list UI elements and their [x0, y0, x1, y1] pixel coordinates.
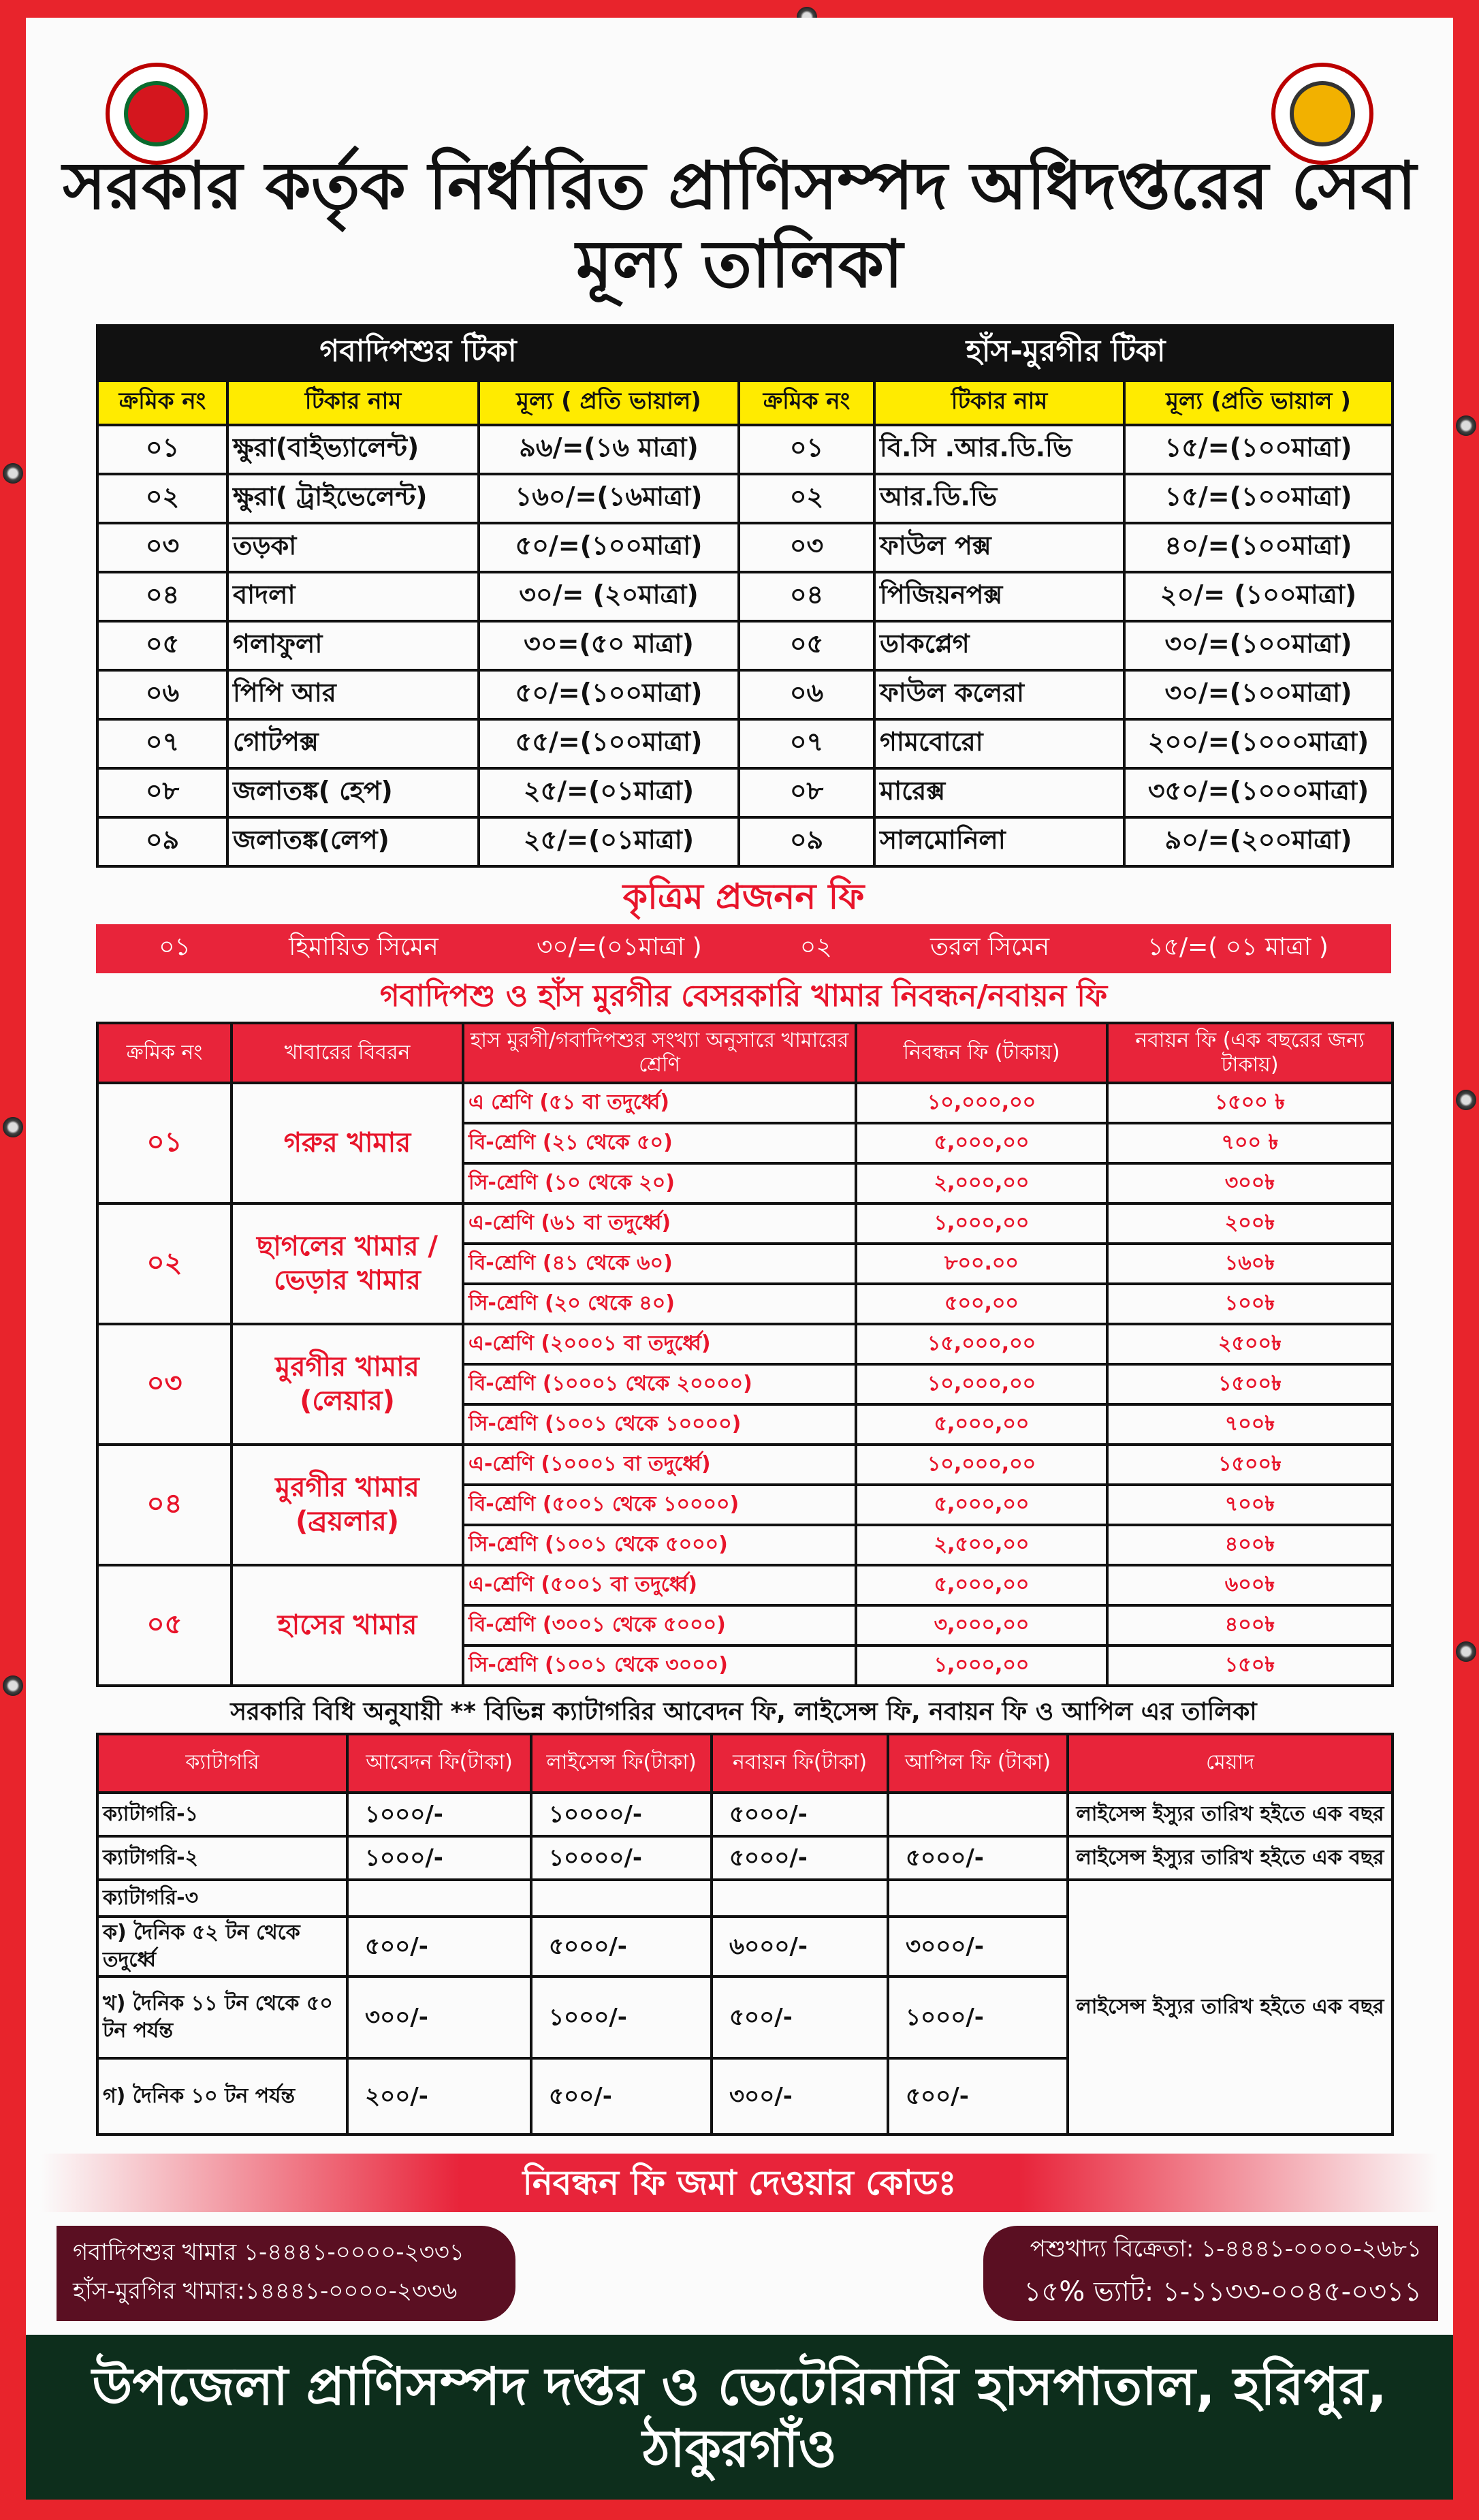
- registration-fee: ৩,০০০,০০: [856, 1605, 1107, 1645]
- appeal-fee: ১০০০/-: [888, 1976, 1068, 2058]
- table-row: [97, 1793, 1393, 1836]
- column-header: মেয়াদ: [1068, 1734, 1393, 1793]
- vaccine-name: বি.সি .আর.ডি.ভি: [874, 425, 1124, 474]
- farm-category: বি-শ্রেণি (৫০০১ থেকে ১০০০০): [463, 1485, 856, 1525]
- column-header: হাস মুরগী/গবাদিপশুর সংখ্যা অনুসারে খামারের শ্রেণি: [463, 1023, 856, 1083]
- table-row: [97, 523, 1393, 572]
- fee-table-title: সরকারি বিধি অনুযায়ী ** বিভিন্ন ক্যাটাগরির আবেদন ফি, লাইসেন্স ফি, নবায়ন ফি ও আপিল এর তালিকা: [230, 1697, 1257, 1726]
- price: ২৫/=(০১মাত্রা): [479, 817, 739, 866]
- category: গ) দৈনিক ১০ টন পর্যন্ত: [97, 2058, 347, 2135]
- vaccine-name: আর.ডি.ভি: [874, 474, 1124, 523]
- renewal-fee: ৫০০০/-: [712, 1793, 888, 1836]
- license-fee: ৫০০০/-: [531, 1917, 712, 1976]
- grommet: [3, 463, 23, 484]
- column-header: টিকার নাম: [874, 381, 1124, 425]
- registration-fee: ১০,০০০,০০: [856, 1445, 1107, 1485]
- price: ১৫/=(১০০মাত্রা): [1124, 425, 1393, 474]
- column-header: মূল্য (প্রতি ভায়াল ): [1124, 381, 1393, 425]
- table-row: [97, 1324, 1393, 1364]
- serial: ০৩: [739, 523, 874, 572]
- appeal-fee: [888, 1880, 1068, 1917]
- registration-fee: ৫০০,০০: [856, 1284, 1107, 1324]
- column-header: আপিল ফি (টাকা): [888, 1734, 1068, 1793]
- column-header: ক্রমিক নং: [97, 381, 227, 425]
- column-header: নবায়ন ফি(টাকা): [712, 1734, 888, 1793]
- registration-fee: ৫,০০০,০০: [856, 1123, 1107, 1163]
- ai-price: ১৫/=( ০১ মাত্রা ): [1147, 932, 1329, 961]
- serial: ০৭: [97, 719, 227, 768]
- price: ৪০/=(১০০মাত্রা): [1124, 523, 1393, 572]
- category: ক্যাটাগরি-১: [97, 1793, 347, 1836]
- code-line: হাঁস-মুরগির খামার:১৪৪৪১-০০০০-২৩৩৬: [73, 2277, 458, 2305]
- category: ক্যাটাগরি-২: [97, 1836, 347, 1880]
- vaccine-table: [96, 324, 1394, 868]
- renewal-fee: ১৫০০৳: [1107, 1364, 1393, 1404]
- appeal-fee: ৩০০০/-: [888, 1917, 1068, 1976]
- grommet: [3, 1675, 23, 1696]
- renewal-fee: ৬০০৳: [1107, 1565, 1393, 1605]
- farm-category: সি-শ্রেণি (১০০১ থেকে ৫০০০): [463, 1525, 856, 1565]
- serial: ০৬: [739, 670, 874, 719]
- registration-fee: ১,০০০,০০: [856, 1645, 1107, 1686]
- license-fee: ১০০০০/-: [531, 1836, 712, 1880]
- renewal-fee: ৭০০৳: [1107, 1404, 1393, 1445]
- column-header: লাইসেন্স ফি(টাকা): [531, 1734, 712, 1793]
- column-header: ক্রমিক নং: [739, 381, 874, 425]
- serial: ০৬: [97, 670, 227, 719]
- farm-category: এ-শ্রেণি (২০০০১ বা তদুর্ধ্বে): [463, 1324, 856, 1364]
- ai-serial: ০২: [799, 932, 832, 961]
- price: ১৫/=(১০০মাত্রা): [1124, 474, 1393, 523]
- price: ৯০/=(২০০মাত্রা): [1124, 817, 1393, 866]
- vaccine-name: গোটপক্স: [227, 719, 479, 768]
- footer-office-name: উপজেলা প্রাণিসম্পদ দপ্তর ও ভেটেরিনারি হাসপাতাল, হরিপুর, ঠাকুরগাঁও: [26, 2335, 1453, 2500]
- application-fee: ১০০০/-: [347, 1793, 531, 1836]
- price: ২০০/=(১০০০মাত্রা): [1124, 719, 1393, 768]
- price: ৩০=(৫০ মাত্রা): [479, 621, 739, 670]
- table-row: [97, 425, 1393, 474]
- price: ৫৫/=(১০০মাত্রা): [479, 719, 739, 768]
- column-header: ক্যাটাগরি: [97, 1734, 347, 1793]
- appeal-fee: ৫০০/-: [888, 2058, 1068, 2135]
- table-row: [97, 1203, 1393, 1244]
- price: ৩০/=(১০০মাত্রা): [1124, 670, 1393, 719]
- vaccine-name: পিপি আর: [227, 670, 479, 719]
- renewal-fee: ১৫০০ ৳: [1107, 1083, 1393, 1123]
- renewal-fee: ১০০৳: [1107, 1284, 1393, 1324]
- table-row: [97, 572, 1393, 621]
- table-row: [97, 1083, 1393, 1123]
- validity: লাইসেন্স ইস্যুর তারিখ হইতে এক বছর: [1068, 1836, 1393, 1880]
- license-fee: ৫০০/-: [531, 2058, 712, 2135]
- fee-table: [96, 1733, 1394, 2136]
- column-header: টিকার নাম: [227, 381, 479, 425]
- farm-category: এ-শ্রেণি (৫০০১ বা তদুর্ধ্বে): [463, 1565, 856, 1605]
- farm-category: বি-শ্রেণি (৪১ থেকে ৬০): [463, 1244, 856, 1284]
- application-fee: ৩০০/-: [347, 1976, 531, 2058]
- serial: ০৩: [97, 1324, 232, 1445]
- grommet: [3, 1117, 23, 1137]
- renewal-fee: ৫০০/-: [712, 1976, 888, 2058]
- renewal-fee: ১৫০০৳: [1107, 1445, 1393, 1485]
- category: ক্যাটাগরি-৩: [97, 1880, 347, 1917]
- column-header: নিবন্ধন ফি (টাকায়): [856, 1023, 1107, 1083]
- ai-name: হিমায়িত সিমেন: [289, 932, 439, 961]
- artificial-insemination-title: কৃত্রিম প্রজনন ফি: [622, 877, 865, 918]
- payment-code-title: নিবন্ধন ফি জমা দেওয়ার কোডঃ: [41, 2154, 1438, 2212]
- serial: ০৫: [739, 621, 874, 670]
- serial: ০৪: [97, 572, 227, 621]
- price: ৩০/= (২০মাত্রা): [479, 572, 739, 621]
- farm-category: সি-শ্রেণি (১০০১ থেকে ১০০০০): [463, 1404, 856, 1445]
- application-fee: ২০০/-: [347, 2058, 531, 2135]
- farm-category: এ-শ্রেণি (১০০০১ বা তদুর্ধ্বে): [463, 1445, 856, 1485]
- table-row: [97, 719, 1393, 768]
- serial: ০১: [739, 425, 874, 474]
- registration-fee: ৫,০০০,০০: [856, 1485, 1107, 1525]
- registration-fee: ৫,০০০,০০: [856, 1565, 1107, 1605]
- vaccine-name: মারেক্স: [874, 768, 1124, 817]
- renewal-fee: ২৫০০৳: [1107, 1324, 1393, 1364]
- registration-table: [96, 1022, 1394, 1687]
- category: খ) দৈনিক ১১ টন থেকে ৫০ টন পর্যন্ত: [97, 1976, 347, 2058]
- banner: [26, 18, 1453, 2500]
- renewal-fee: ৪০০৳: [1107, 1525, 1393, 1565]
- vaccine-name: গলাফুলা: [227, 621, 479, 670]
- license-fee: ১০০০/-: [531, 1976, 712, 2058]
- page-title: সরকার কর্তৃক নির্ধারিত প্রাণিসম্পদ অধিদপ্তরের সেবা মূল্য তালিকা: [63, 148, 1416, 303]
- serial: ০৩: [97, 523, 227, 572]
- appeal-fee: ৫০০০/-: [888, 1836, 1068, 1880]
- registration-fee: ১,০০০,০০: [856, 1203, 1107, 1244]
- vaccine-name: ফাউল কলেরা: [874, 670, 1124, 719]
- grommet: [1456, 1090, 1476, 1110]
- vaccine-name: জলাতঙ্ক(লেপ): [227, 817, 479, 866]
- vaccine-name: তড়কা: [227, 523, 479, 572]
- registration-fee: ১০,০০০,০০: [856, 1364, 1107, 1404]
- vaccine-name: ক্ষুরা(বাইভ্যালেন্ট): [227, 425, 479, 474]
- renewal-fee: ৩০০/-: [712, 2058, 888, 2135]
- serial: ০১: [97, 425, 227, 474]
- appeal-fee: [888, 1793, 1068, 1836]
- registration-fee: ২,০০০,০০: [856, 1163, 1107, 1203]
- grommet: [1456, 415, 1476, 436]
- price: ৩০/=(১০০মাত্রা): [1124, 621, 1393, 670]
- registration-fee: ৮০০.০০: [856, 1244, 1107, 1284]
- header-row: [97, 381, 1393, 425]
- serial: ০২: [739, 474, 874, 523]
- farm-type: হাসের খামার: [232, 1565, 463, 1686]
- renewal-fee: ৪০০৳: [1107, 1605, 1393, 1645]
- serial: ০১: [97, 1083, 232, 1203]
- serial: ০৯: [739, 817, 874, 866]
- renewal-fee: ৬০০০/-: [712, 1917, 888, 1976]
- code-row: [26, 2212, 1453, 2328]
- column-header: খাবারের বিবরন: [232, 1023, 463, 1083]
- renewal-fee: ৭০০ ৳: [1107, 1123, 1393, 1163]
- table-row: [97, 474, 1393, 523]
- column-header: ক্রমিক নং: [97, 1023, 232, 1083]
- registration-fee: ১০,০০০,০০: [856, 1083, 1107, 1123]
- farm-type: মুরগীর খামার (ব্রয়লার): [232, 1445, 463, 1565]
- renewal-fee: ৩০০৳: [1107, 1163, 1393, 1203]
- application-fee: ৫০০/-: [347, 1917, 531, 1976]
- code-line: গবাদিপশুর খামার ১-৪৪৪১-০০০০-২৩৩১: [73, 2238, 464, 2266]
- header-row: [97, 1734, 1393, 1793]
- vaccine-name: বাদলা: [227, 572, 479, 621]
- serial: ০৫: [97, 1565, 232, 1686]
- table-row: [97, 1836, 1393, 1880]
- serial: ০৯: [97, 817, 227, 866]
- registration-fee: ৫,০০০,০০: [856, 1404, 1107, 1445]
- license-fee: ১০০০০/-: [531, 1793, 712, 1836]
- column-header: আবেদন ফি(টাকা): [347, 1734, 531, 1793]
- serial: ০৫: [97, 621, 227, 670]
- code-box-left: [57, 2226, 515, 2321]
- renewal-fee: ১৫০৳: [1107, 1645, 1393, 1686]
- vaccine-name: গামবোরো: [874, 719, 1124, 768]
- price: ২৫/=(০১মাত্রা): [479, 768, 739, 817]
- column-header: নবায়ন ফি (এক বছরের জন্য টাকায়): [1107, 1023, 1393, 1083]
- farm-category: বি-শ্রেণি (১০০০১ থেকে ২০০০০): [463, 1364, 856, 1404]
- livestock-vaccine-heading: গবাদিপশুর টিকা: [97, 326, 739, 381]
- serial: ০৭: [739, 719, 874, 768]
- artificial-insemination-bar: [96, 924, 1391, 973]
- serial: ০২: [97, 1203, 232, 1324]
- header-row: [97, 1023, 1393, 1083]
- serial: ০৮: [97, 768, 227, 817]
- grommet: [1456, 1641, 1476, 1662]
- code-box-right: [983, 2226, 1438, 2321]
- application-fee: [347, 1880, 531, 1917]
- table-row: [97, 1880, 1393, 1917]
- ai-name: তরল সিমেন: [929, 932, 1050, 961]
- license-fee: [531, 1880, 712, 1917]
- price: ৫০/=(১০০মাত্রা): [479, 670, 739, 719]
- farm-category: সি-শ্রেণি (১০ থেকে ২০): [463, 1163, 856, 1203]
- farm-type: মুরগীর খামার (লেয়ার): [232, 1324, 463, 1445]
- vaccine-name: ডাকপ্লেগ: [874, 621, 1124, 670]
- registration-fee: ১৫,০০০,০০: [856, 1324, 1107, 1364]
- ai-serial: ০১: [159, 932, 191, 961]
- farm-category: এ শ্রেণি (৫১ বা তদুর্ধ্বে): [463, 1083, 856, 1123]
- farm-category: সি-শ্রেণি (১০০১ থেকে ৩০০০): [463, 1645, 856, 1686]
- table-row: [97, 1565, 1393, 1605]
- farm-category: বি-শ্রেণি (২১ থেকে ৫০): [463, 1123, 856, 1163]
- renewal-fee: ২০০৳: [1107, 1203, 1393, 1244]
- poultry-vaccine-heading: হাঁস-মুরগীর টিকা: [739, 326, 1393, 381]
- validity: লাইসেন্স ইস্যুর তারিখ হইতে এক বছর: [1068, 1880, 1393, 2135]
- code-line: পশুখাদ্য বিক্রেতা: ১-৪৪৪১-০০০০-২৬৮১: [1030, 2235, 1422, 2263]
- renewal-fee: ৭০০৳: [1107, 1485, 1393, 1525]
- vaccine-name: জলাতঙ্ক( হেপ): [227, 768, 479, 817]
- farm-type: ছাগলের খামার / ভেড়ার খামার: [232, 1203, 463, 1324]
- serial: ০৪: [739, 572, 874, 621]
- vaccine-name: পিজিয়নপক্স: [874, 572, 1124, 621]
- validity: লাইসেন্স ইস্যুর তারিখ হইতে এক বছর: [1068, 1793, 1393, 1836]
- registration-title: গবাদিপশু ও হাঁস মুরগীর বেসরকারি খামার নিবন্ধন/নবায়ন ফি: [379, 978, 1108, 1013]
- price: ৯৬/=(১৬ মাত্রা): [479, 425, 739, 474]
- column-header: মূল্য ( প্রতি ভায়াল): [479, 381, 739, 425]
- table-row: [97, 817, 1393, 866]
- application-fee: ১০০০/-: [347, 1836, 531, 1880]
- farm-category: বি-শ্রেণি (৩০০১ থেকে ৫০০০): [463, 1605, 856, 1645]
- vaccine-name: ফাউল পক্স: [874, 523, 1124, 572]
- vaccine-section: [96, 324, 1391, 2135]
- vaccine-name: সালমোনিলা: [874, 817, 1124, 866]
- category: ক) দৈনিক ৫২ টন থেকে তদুর্ধ্বে: [97, 1917, 347, 1976]
- table-row: [97, 670, 1393, 719]
- table-row: [97, 768, 1393, 817]
- renewal-fee: ৫০০০/-: [712, 1836, 888, 1880]
- price: ১৬০/=(১৬মাত্রা): [479, 474, 739, 523]
- serial: ০২: [97, 474, 227, 523]
- price: ৩৫০/=(১০০০মাত্রা): [1124, 768, 1393, 817]
- serial: ০৮: [739, 768, 874, 817]
- code-line: ১৫% ভ্যাট: ১-১১৩৩-০০৪৫-০৩১১: [1023, 2275, 1422, 2308]
- renewal-fee: [712, 1880, 888, 1917]
- serial: ০৪: [97, 1445, 232, 1565]
- registration-fee: ২,৫০০,০০: [856, 1525, 1107, 1565]
- price: ২০/= (১০০মাত্রা): [1124, 572, 1393, 621]
- renewal-fee: ১৬০৳: [1107, 1244, 1393, 1284]
- table-row: [97, 621, 1393, 670]
- ai-price: ৩০/=(০১মাত্রা ): [536, 932, 702, 961]
- farm-type: গরুর খামার: [232, 1083, 463, 1203]
- farm-category: সি-শ্রেণি (২০ থেকে ৪০): [463, 1284, 856, 1324]
- table-row: [97, 1445, 1393, 1485]
- price: ৫০/=(১০০মাত্রা): [479, 523, 739, 572]
- farm-category: এ-শ্রেণি (৬১ বা তদুর্ধ্বে): [463, 1203, 856, 1244]
- vaccine-name: ক্ষুরা( ট্রাইভেলেন্ট): [227, 474, 479, 523]
